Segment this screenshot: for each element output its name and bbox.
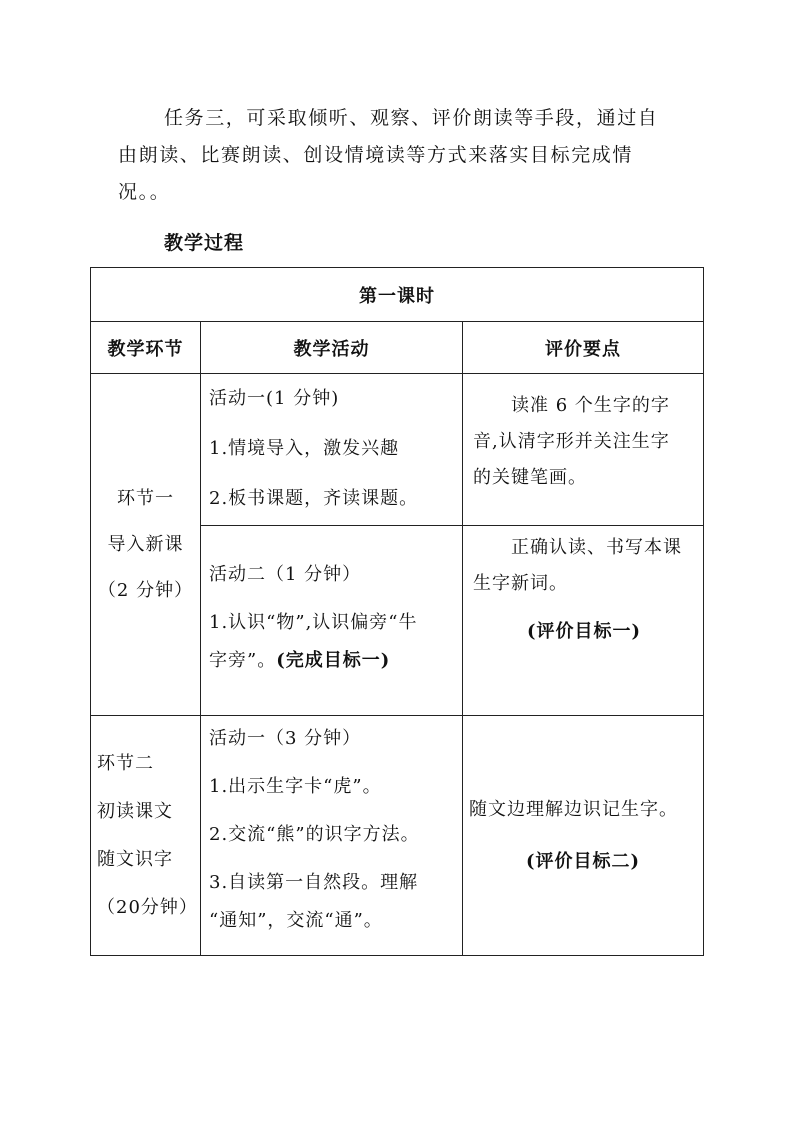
eval1-line-3: 的关键笔画。 — [473, 467, 587, 488]
phase2-line-2: 初读课文 — [97, 800, 173, 822]
eval1-line-1: 读准 6 个生字的字 — [511, 395, 670, 416]
activity1-item-1: 1.情境导入，激发兴趣 — [209, 438, 400, 459]
activity2-title: 活动二（1 分钟） — [209, 564, 362, 585]
phase2-line-3: 随文识字 — [97, 848, 173, 870]
intro-line-2: 由朗读、比赛朗读、创设情境读等方式来落实目标完成情 — [118, 144, 634, 166]
phase2-activity-item-1: 1.出示生字卡“虎”。 — [209, 776, 382, 797]
activity1-title: 活动一(1 分钟) — [209, 388, 340, 409]
phase2-activity-cell — [201, 716, 463, 956]
intro-line-3: 况。。 — [118, 181, 171, 203]
intro-line-1: 任务三，可采取倾听、观察、评价朗读等手段，通过自 — [164, 107, 659, 129]
phase2-line-1: 环节二 — [97, 752, 154, 774]
phase2-line-4: （20分钟） — [97, 896, 198, 918]
phase1-eval2-cell — [463, 526, 704, 716]
header-phase: 教学环节 — [91, 322, 201, 374]
table-title: 第一课时 — [91, 268, 704, 322]
phase1-line-1: 环节一 — [117, 487, 174, 509]
eval2-line-1: 正确认读、书写本课 — [511, 537, 682, 558]
header-evaluation: 评价要点 — [463, 322, 704, 374]
lesson-table — [90, 267, 704, 956]
phase1-cell — [91, 374, 201, 716]
phase2-activity-title: 活动一（3 分钟） — [209, 728, 362, 749]
phase1-eval1-cell — [463, 374, 704, 526]
phase1-activity2-cell — [201, 526, 463, 716]
activity2-item-line-2 — [209, 642, 454, 680]
activity1-item-2: 2.板书课题，齐读课题。 — [209, 488, 419, 509]
phase2-eval-line: 随文边理解边识记生字。 — [469, 798, 678, 820]
phase2-activity-item-3: 3.自读第一自然段。理解 — [209, 872, 419, 893]
phase2-activity-item-4: “通知”，交流“通”。 — [209, 910, 383, 931]
activity2-item-line-1: 1.认识“物”,认识偏旁“牛 — [209, 612, 418, 633]
eval2-line-2: 生字新词。 — [473, 573, 568, 594]
intro-paragraph — [118, 100, 688, 211]
phase2-eval-target: (评价目标二) — [525, 850, 641, 872]
eval1-line-2: 音,认清字形并关注生字 — [473, 431, 670, 452]
phase1-line-2: 导入新课 — [107, 533, 184, 555]
phase1-activity1-cell — [201, 374, 463, 526]
phase2-activity-item-2: 2.交流“熊”的识字方法。 — [209, 824, 420, 845]
header-activity: 教学活动 — [201, 322, 463, 374]
phase2-eval-cell — [463, 716, 704, 956]
eval2-target: (评价目标一) — [526, 621, 642, 642]
activity2-target: (完成目标一) — [276, 650, 391, 671]
section-heading: 教学过程 — [164, 232, 245, 254]
activity2-item-normal: 字旁”。 — [209, 650, 277, 671]
phase1-line-3: （2 分钟） — [97, 579, 194, 601]
phase2-cell — [91, 716, 201, 956]
